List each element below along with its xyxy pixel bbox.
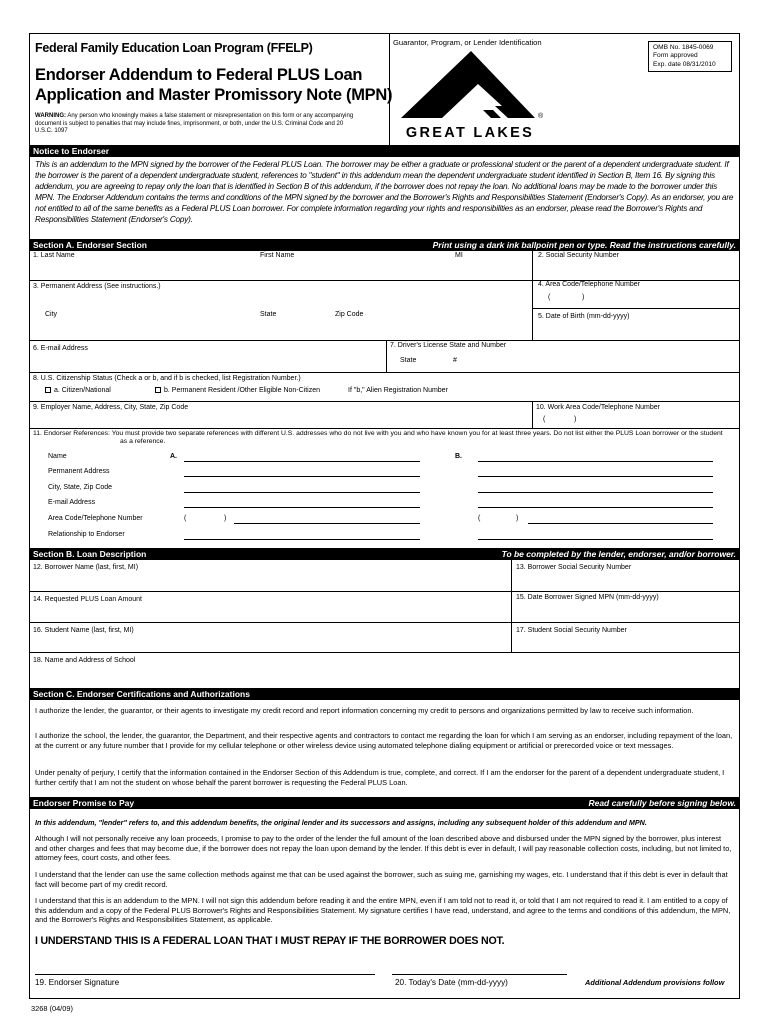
citizen-option-label: a. Citizen/National xyxy=(54,387,111,394)
row-line xyxy=(532,308,740,309)
omb-number: OMB No. 1845-0069 xyxy=(653,44,714,51)
ref-a-paren-open: ( xyxy=(184,515,187,522)
citizen-option[interactable] xyxy=(45,387,111,394)
license-number-label: # xyxy=(453,357,457,364)
phone-paren-open: ( xyxy=(548,294,551,301)
ref-address-label: Permanent Address xyxy=(48,468,110,475)
first-name-label: First Name xyxy=(260,252,295,259)
ref-a-phone-line[interactable] xyxy=(234,523,420,524)
row-line xyxy=(29,622,740,623)
work-phone-paren-open: ( xyxy=(543,416,546,423)
row-line xyxy=(29,372,740,373)
ref-b-email-line[interactable] xyxy=(478,507,713,508)
certification-credit-check: I authorize the lender, the guarantor, or their agents to investigate my credit record and report information concerning my credit to persons and organizations permitted by law to receive such information. xyxy=(35,706,694,715)
addendum-acknowledgment-text: I understand that this is an addendum to the MPN. I will not sign this addendum before reading it and the entire MPN, even if I am told not to read it, or told that I am not required to read it. I am entitled to a copy of this addendum and a copy of the Federal PLUS Borrower's Rights and Responsibilities Statement. My signature certifies I have read, understand, and agree to the terms and conditions of this addendum, the MPN, and the Borrower's Rights and Responsibilities Statement, as applicable. xyxy=(35,896,731,925)
form-title-line2: Application and Master Promissory Note (MPN) xyxy=(35,86,393,104)
section-c-title: Section C. Endorser Certifications and Authorizations xyxy=(33,689,250,699)
ref-a-address-line[interactable] xyxy=(184,476,420,477)
ref-email-label: E-mail Address xyxy=(48,499,96,506)
great-lakes-logo-icon xyxy=(395,50,545,124)
section-a-bar xyxy=(29,239,740,251)
ref-a-paren-close: ) xyxy=(224,515,227,522)
permanent-resident-option[interactable] xyxy=(155,387,320,394)
student-name-label: 16. Student Name (last, first, MI) xyxy=(33,627,134,634)
section-b-col-divider xyxy=(511,560,512,652)
ref-relationship-label: Relationship to Endorser xyxy=(48,531,125,538)
ref-b-phone-line[interactable] xyxy=(528,523,713,524)
notice-bar xyxy=(29,145,740,157)
city-label: City xyxy=(45,311,58,318)
warning-label: WARNING: xyxy=(35,113,66,119)
ref-b-paren-close: ) xyxy=(516,515,519,522)
promise-instructions: Read carefully before signing below. xyxy=(588,798,736,808)
student-ssn-label: 17. Student Social Security Number xyxy=(516,627,627,634)
citizen-checkbox[interactable] xyxy=(45,387,51,393)
section-a-col-divider xyxy=(532,251,533,340)
form-number: 3268 (04/09) xyxy=(31,1004,73,1013)
omb-approved: Form approved xyxy=(653,52,698,60)
col-line xyxy=(386,340,387,372)
ref-a-city-line[interactable] xyxy=(184,492,420,493)
federal-loan-statement: I UNDERSTAND THIS IS A FEDERAL LOAN THAT I MUST REPAY IF THE BORROWER DOES NOT. xyxy=(35,935,505,947)
borrower-ssn-label: 13. Borrower Social Security Number xyxy=(516,564,632,571)
program-title: Federal Family Education Loan Program (FFELP) xyxy=(35,41,313,55)
phone-paren-close: ) xyxy=(582,294,585,301)
ref-b-name-line[interactable] xyxy=(478,461,713,462)
email-label: 6. E-mail Address xyxy=(33,345,88,352)
ref-a-name-line[interactable] xyxy=(184,461,420,462)
loan-amount-label: 14. Requested PLUS Loan Amount xyxy=(33,596,142,603)
guarantor-label: Guarantor, Program, or Lender Identification xyxy=(393,38,542,47)
promise-to-pay-text: Although I will not personally receive any loan proceeds, I promise to pay to the order of the lender the full amount of the loan described above and disbursed under the MPN signed by the borrower, plus interest and other charges and fees that may become due, if the borrower does not repay the loan upon demand by the lender. If this debt is ever in default, I will pay reasonable collection costs, including, but not limited to, attorney fees, court costs, and other fees. xyxy=(35,834,732,863)
work-phone-paren-close: ) xyxy=(574,416,577,423)
omb-box xyxy=(648,41,732,72)
zip-label: Zip Code xyxy=(335,311,364,318)
section-b-instructions: To be completed by the lender, endorser, and/or borrower. xyxy=(501,549,736,559)
promise-title: Endorser Promise to Pay xyxy=(33,798,135,808)
ref-b-city-line[interactable] xyxy=(478,492,713,493)
license-state-label: State xyxy=(400,357,417,364)
ref-phone-label: Area Code/Telephone Number xyxy=(48,515,143,522)
last-name-label: 1. Last Name xyxy=(33,252,75,259)
additional-provisions-note: Additional Addendum provisions follow xyxy=(585,978,725,987)
warning-text: Any person who knowingly makes a false statement or misrepresentation on this form or any accompanying document is subject to penalties that may include fines, imprisonment, or both, under the U.S. Criminal Code and 20 U.S.C. 1097 xyxy=(35,113,354,135)
ref-name-label: Name xyxy=(48,453,67,460)
borrower-name-label: 12. Borrower Name (last, first, MI) xyxy=(33,564,139,571)
certification-contact: I authorize the school, the lender, the guarantor, the Department, and their respective agents and contractors to contact me regarding the loan for which I am serving as an endorser, including repayment of the loan, at the current or any future number that I provide for my cellular telephone or other wireless device using automated telephone dialing equipment or artificial or prerecorded voice or text messages. xyxy=(35,731,733,750)
certification-perjury: Under penalty of perjury, I certify that the information contained in the Endorser Section of this Addendum is true, complete, and correct. If I am the endorser for the parent of a dependent undergraduate student, I further certify that I am not the student on whose behalf the parent borrower is requesting the Federal PLUS Loan. xyxy=(35,768,725,787)
employer-label: 9. Employer Name, Address, City, State, Zip Code xyxy=(33,404,189,411)
ref-a-email-line[interactable] xyxy=(184,507,420,508)
row-line xyxy=(29,340,740,341)
section-b-bar xyxy=(29,548,740,560)
endorser-signature-label: 19. Endorser Signature xyxy=(35,978,120,987)
reference-a-marker: A. xyxy=(170,453,177,460)
logo-registered: ® xyxy=(538,113,544,120)
state-label: State xyxy=(260,311,277,318)
form-title-line1: Endorser Addendum to Federal PLUS Loan xyxy=(35,66,363,84)
lender-definition: In this addendum, "lender" refers to, and this addendum benefits, the original lender and its successors and assigns, including any subsequent holder of this addendum and MPN. xyxy=(35,818,647,827)
row-line xyxy=(29,401,740,402)
notice-bar-label: Notice to Endorser xyxy=(33,146,110,156)
ssn-label: 2. Social Security Number xyxy=(538,252,619,259)
ref-a-relationship-line[interactable] xyxy=(184,539,420,540)
omb-expiration: Exp. date 08/31/2010 xyxy=(653,60,716,68)
todays-date-label: 20. Today's Date (mm-dd-yyyy) xyxy=(395,978,508,987)
citizenship-label: 8. U.S. Citizenship Status (Check a or b, and if b is checked, list Registration Number.) xyxy=(33,375,301,382)
address-label: 3. Permanent Address (See instructions.) xyxy=(33,283,161,290)
ref-b-address-line[interactable] xyxy=(478,476,713,477)
promise-bar xyxy=(29,797,740,809)
section-a-instructions: Print using a dark ink ballpoint pen or type. Read the instructions carefully. xyxy=(432,240,736,250)
reference-b-marker: B. xyxy=(455,453,462,460)
row-line xyxy=(29,591,740,592)
logo-wordmark: GREAT LAKES xyxy=(405,125,535,141)
todays-date-line[interactable] xyxy=(392,974,567,975)
school-label: 18. Name and Address of School xyxy=(33,657,136,664)
col-line xyxy=(532,401,533,428)
ref-b-paren-open: ( xyxy=(478,515,481,522)
section-c-bar xyxy=(29,688,740,700)
section-a-title: Section A. Endorser Section xyxy=(33,240,147,250)
row-line xyxy=(29,428,740,429)
work-phone-label: 10. Work Area Code/Telephone Number xyxy=(536,404,660,411)
references-instructions: 11. Endorser References: You must provide two separate references with different U.S. addresses who do not live with you and who have known you for at least three years. Do not list either the PLUS Loan borrower or the student as a reference. xyxy=(33,430,723,446)
license-label: 7. Driver's License State and Number xyxy=(390,342,507,349)
dob-label: 5. Date of Birth (mm-dd-yyyy) xyxy=(538,313,630,320)
mpn-date-label: 15. Date Borrower Signed MPN (mm-dd-yyyy) xyxy=(516,594,659,601)
collection-methods-text: I understand that the lender can use the same collection methods against me that can be used against the borrower, such as suing me, garnishing my wages, etc. I understand that if this debt is ever in default that fact will become part of my credit record. xyxy=(35,870,728,889)
ref-city-label: City, State, Zip Code xyxy=(48,484,113,491)
endorser-signature-line[interactable] xyxy=(35,974,375,975)
phone-label: 4. Area Code/Telephone Number xyxy=(538,281,640,288)
permanent-resident-checkbox[interactable] xyxy=(155,387,161,393)
permanent-resident-label: b. Permanent Resident /Other Eligible Non-Citizen xyxy=(164,387,321,394)
ref-b-relationship-line[interactable] xyxy=(478,539,713,540)
row-line xyxy=(29,652,740,653)
section-b-title: Section B. Loan Description xyxy=(33,549,147,559)
warning-notice xyxy=(35,113,360,136)
mi-label: MI xyxy=(455,252,463,259)
notice-text: This is an addendum to the MPN signed by the borrower of the Federal PLUS Loan. The borrower may be either a graduate or professional student or the parent of a dependent undergraduate student. If the borrower is the parent of a dependent undergraduate student, references to "student" in this addendum mean the dependent undergraduate student identified in Section B, Item 16. By signing this addendum, you are agreeing to repay only the loan that is identified in Section B of this addendum, if the borrower does not repay the loan. No additional loans may be made to the borrower under this MPN. The Endorser Addendum contains the terms and conditions of the MPN signed by the borrower and the Borrower's Rights and Responsibilities Statement (Endorser's Copy). As an endorser, you are not entitled to all of the same benefits as a Federal PLUS Loan borrower. For complete information regarding your rights and responsibilities as an endorser, please read the Borrower's Rights and Responsibilities Statement (Endorser's Copy). xyxy=(35,160,734,225)
alien-registration-label: If "b," Alien Registration Number xyxy=(348,387,448,394)
